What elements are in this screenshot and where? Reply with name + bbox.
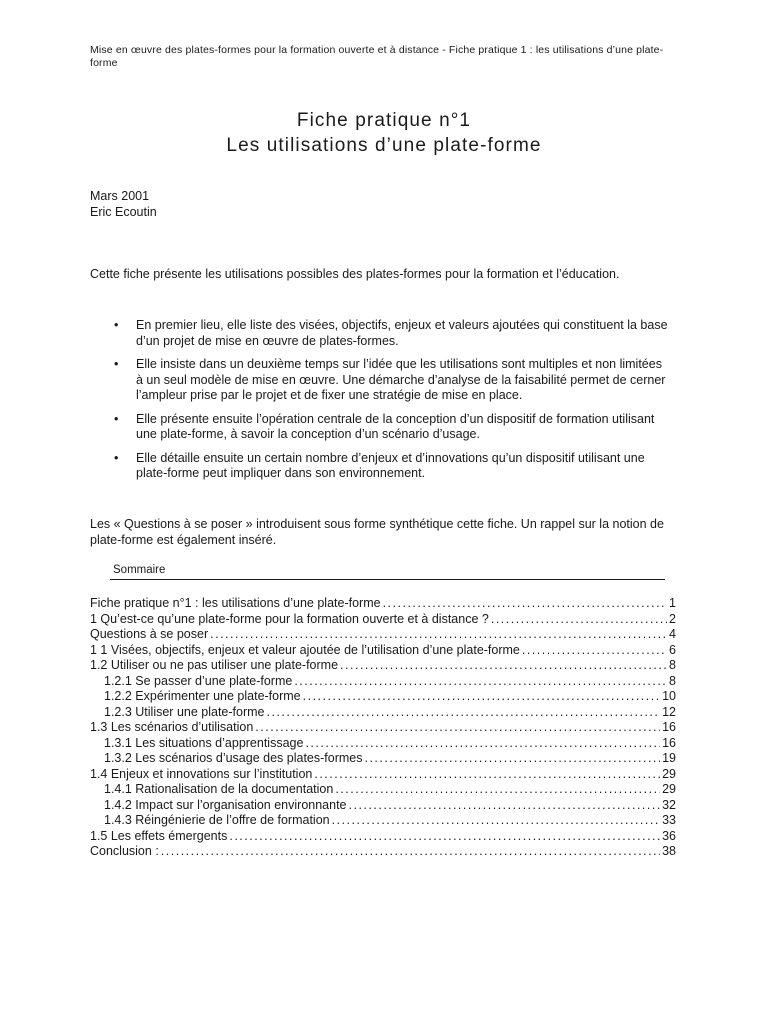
toc-leader: [267, 705, 661, 721]
toc-leader: [522, 643, 667, 659]
toc-entry-page: 29: [662, 766, 676, 781]
bullet-item: [110, 451, 670, 482]
table-of-contents: [90, 596, 676, 860]
bullet-text: En premier lieu, elle liste des visées, objectifs, enjeux et valeurs ajoutées qui constituent la base d’un projet de mise en œuvre de plates-formes.: [136, 318, 668, 348]
toc-leader: [349, 798, 661, 814]
toc-entry-page: 10: [662, 689, 676, 703]
toc-entry[interactable]: [90, 627, 676, 643]
toc-entry-page: 6: [669, 642, 676, 657]
document-meta: [90, 188, 157, 220]
toc-entry-page: 19: [662, 751, 676, 765]
bullet-text: Elle détaille ensuite un certain nombre d’enjeux et d’innovations qu’un dispositif utilisant une plate-forme peut impliquer dans son environnement.: [136, 450, 645, 480]
running-header: Mise en œuvre des plates-formes pour la formation ouverte et à distance - Fiche pratique 1 : les utilisations d’une plate-forme: [90, 44, 664, 69]
toc-subentry[interactable]: [90, 798, 676, 814]
toc-entry[interactable]: [90, 767, 676, 783]
toc-subentry[interactable]: [90, 782, 676, 798]
toc-entry-page: 32: [662, 797, 676, 812]
toc-subentry[interactable]: [90, 674, 676, 690]
toc-leader: [210, 627, 667, 643]
toc-leader: [161, 844, 660, 860]
toc-entry[interactable]: [90, 829, 676, 845]
toc-entry-text: 1.2.3 Utiliser une plate-forme: [104, 704, 265, 719]
toc-subentry[interactable]: [90, 813, 676, 829]
toc-entry-page: 8: [669, 658, 676, 672]
toc-entry[interactable]: [90, 612, 676, 628]
toc-entry-page: 12: [662, 704, 676, 719]
toc-subentry[interactable]: [90, 736, 676, 752]
toc-entry[interactable]: [90, 844, 676, 860]
toc-entry-page: 38: [662, 844, 676, 858]
toc-divider: [110, 579, 665, 580]
bullet-text: Elle présente ensuite l’opération centrale de la conception d’un dispositif de formation utilisant une plate-forme, à savoir la conception d’un scénario d’usage.: [136, 411, 655, 441]
toc-leader: [383, 596, 667, 612]
bullet-list: [110, 318, 670, 490]
toc-leader: [364, 751, 660, 767]
toc-entry-page: 29: [662, 782, 676, 796]
toc-entry-text: 1.4 Enjeux et innovations sur l’institution: [90, 766, 313, 781]
toc-entry-text: 1 1 Visées, objectifs, enjeux et valeur ajoutée de l’utilisation d’une plate-forme: [90, 642, 520, 657]
toc-entry-text: Fiche pratique n°1 : les utilisations d’une plate-forme: [90, 596, 381, 610]
toc-entry-text: 1.4.2 Impact sur l’organisation environnante: [104, 797, 347, 812]
toc-entry[interactable]: [90, 720, 676, 736]
toc-entry-page: 16: [662, 720, 676, 734]
title-line-1: Fiche pratique n°1: [296, 110, 472, 131]
toc-leader: [303, 689, 660, 705]
toc-entry-text: 1.2.2 Expérimenter une plate-forme: [104, 689, 301, 703]
bullet-item: [110, 412, 670, 443]
toc-leader: [314, 767, 660, 783]
toc-subentry[interactable]: [90, 751, 676, 767]
toc-leader: [229, 829, 660, 845]
toc-leader: [491, 612, 667, 628]
toc-entry-page: 36: [662, 828, 676, 843]
toc-heading: Sommaire: [113, 564, 166, 576]
toc-leader: [332, 813, 660, 829]
document-author: Eric Ecoutin: [90, 205, 157, 219]
toc-entry-text: Questions à se poser: [90, 627, 209, 641]
toc-subentry[interactable]: [90, 689, 676, 705]
bullet-item: [110, 318, 670, 349]
bullet-item: [110, 357, 670, 404]
page-title: [0, 108, 768, 158]
questions-paragraph: Les « Questions à se poser » introduisent sous forme synthétique cette fiche. Un rappel sur la notion de plate-forme est également inséré.: [90, 517, 664, 547]
toc-entry-text: 1.3.1 Les situations d’apprentissage: [104, 735, 304, 750]
toc-entry-page: 2: [669, 611, 676, 626]
document-date: Mars 2001: [90, 189, 150, 203]
toc-entry-page: 33: [662, 813, 676, 827]
toc-entry-page: 8: [669, 673, 676, 688]
toc-leader: [255, 720, 660, 736]
toc-entry-page: 16: [662, 735, 676, 750]
toc-entry-page: 4: [669, 627, 676, 641]
toc-entry[interactable]: [90, 643, 676, 659]
title-line-2: Les utilisations d’une plate-forme: [226, 135, 542, 156]
toc-entry-text: 1.4.3 Réingénierie de l’offre de formation: [104, 813, 330, 827]
toc-entry-text: 1.3.2 Les scénarios d’usage des plates-formes: [104, 751, 363, 765]
bullet-icon: •: [114, 411, 119, 426]
toc-leader: [335, 782, 660, 798]
bullet-text: Elle insiste dans un deuxième temps sur l’idée que les utilisations sont multiples et non limitées à un seul modèle de mise en œuvre. Une démarche d’analyse de la faisabilité permet de cerner l’ampleur prise par le projet et de fixer une stratégie de mise en place.: [136, 357, 666, 402]
toc-leader: [305, 736, 660, 752]
toc-entry-text: 1.2.1 Se passer d’une plate-forme: [104, 673, 293, 688]
toc-entry[interactable]: [90, 596, 676, 612]
toc-leader: [340, 658, 667, 674]
toc-leader: [294, 674, 667, 690]
bullet-icon: •: [114, 450, 119, 465]
toc-entry-text: 1.3 Les scénarios d’utilisation: [90, 720, 254, 734]
toc-entry-text: 1.4.1 Rationalisation de la documentation: [104, 782, 334, 796]
bullet-icon: •: [114, 357, 119, 371]
toc-entry-text: Conclusion :: [90, 844, 159, 858]
toc-entry-text: 1.2 Utiliser ou ne pas utiliser une plate-forme: [90, 658, 339, 672]
bullet-icon: •: [114, 318, 119, 332]
toc-subentry[interactable]: [90, 705, 676, 721]
toc-entry-text: 1 Qu’est-ce qu’une plate-forme pour la formation ouverte et à distance ?: [90, 611, 489, 626]
intro-paragraph: Cette fiche présente les utilisations possibles des plates-formes pour la formation et l’éducation.: [90, 267, 620, 281]
toc-entry-page: 1: [669, 596, 676, 610]
toc-entry-text: 1.5 Les effets émergents: [90, 828, 228, 843]
toc-entry[interactable]: [90, 658, 676, 674]
